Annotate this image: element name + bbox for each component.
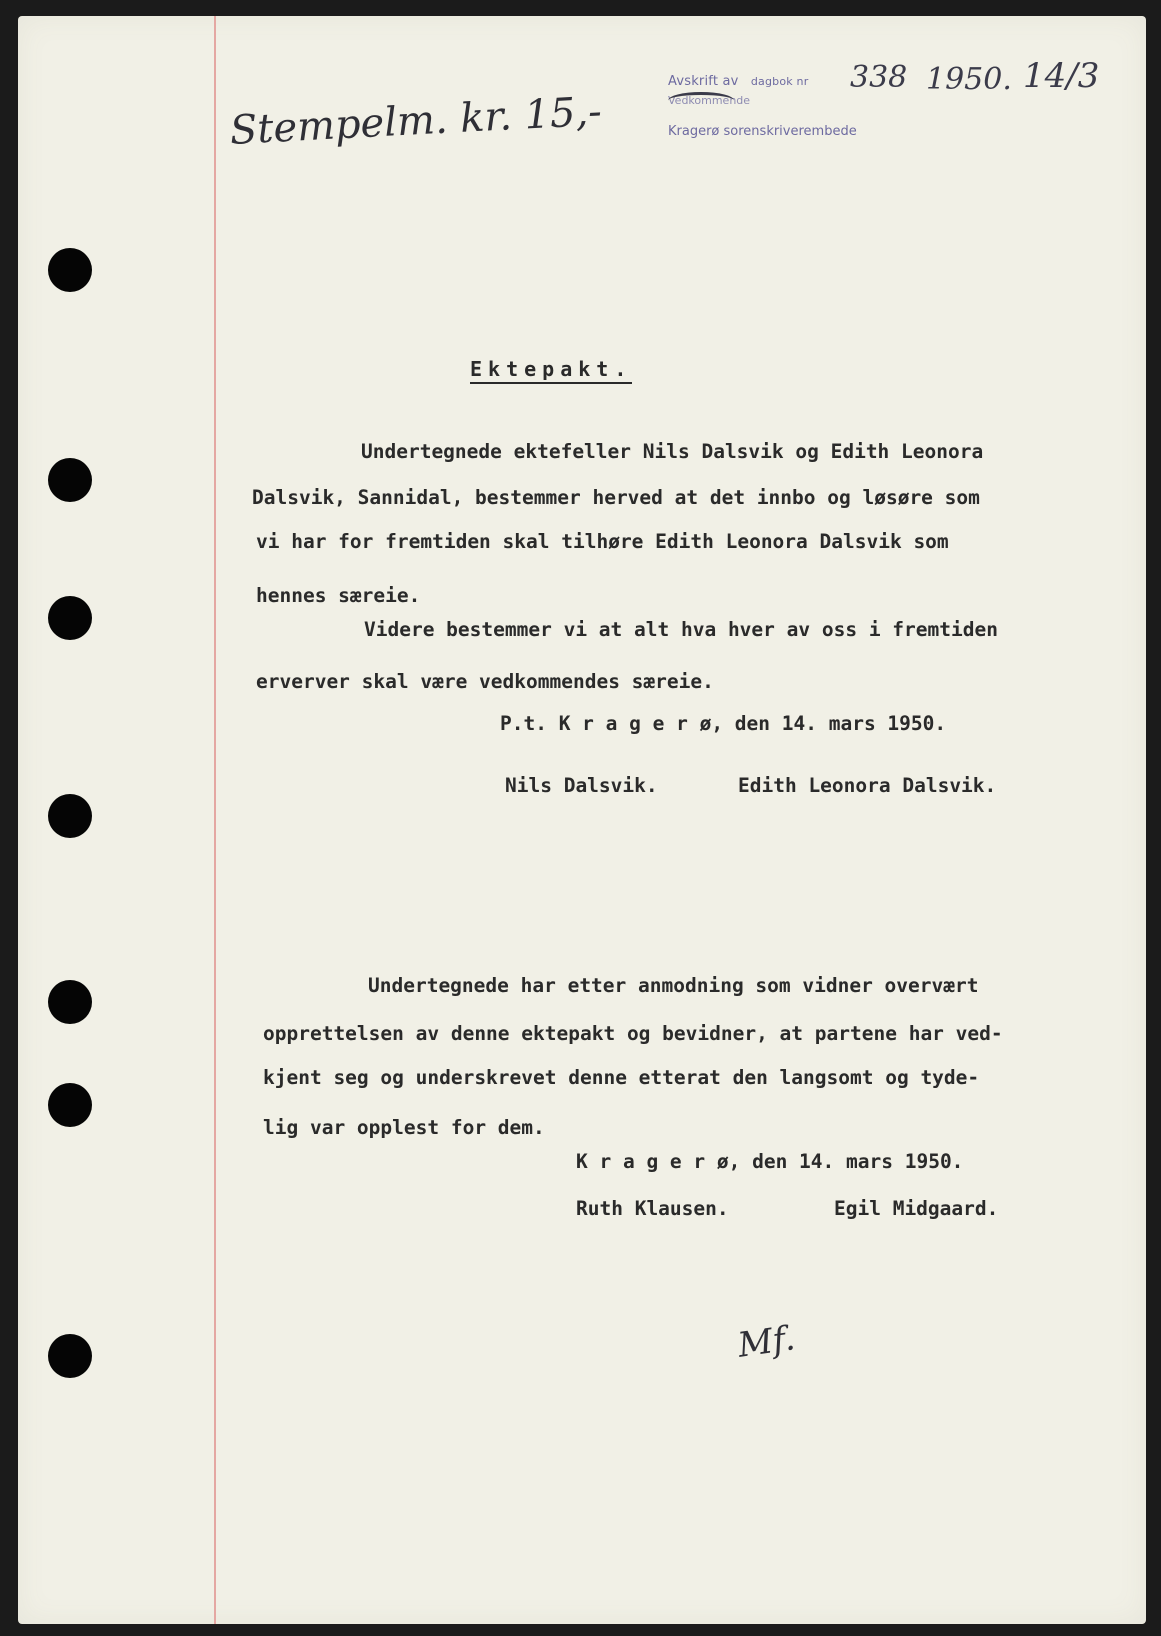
registry-stamp: [668, 56, 1100, 150]
document-page: [18, 16, 1146, 1624]
text-line: vi har for fremtiden skal tilhøre Edith Leonora Dalsvik som: [256, 530, 949, 553]
punch-hole: [48, 980, 92, 1024]
text-line: Undertegnede ektefeller Nils Dalsvik og Edith Leonora: [361, 440, 984, 463]
punch-hole: [48, 596, 92, 640]
signature-name: Egil Midgaard.: [834, 1197, 999, 1220]
stamp-year: 1950.: [926, 62, 1012, 97]
stamp-fee-note: Stempelm. kr. 15,-: [228, 88, 603, 154]
signature-name: Ruth Klausen.: [576, 1197, 729, 1220]
text-line: Dalsvik, Sannidal, bestemmer herved at det innbo og løsøre som: [252, 486, 980, 509]
stamp-label: Avskrift av: [668, 74, 739, 89]
stamp-journal-number: 338: [850, 60, 908, 95]
place-date: P.t. K r a g e r ø, den 14. mars 1950.: [500, 712, 947, 735]
clerk-initials: Mf.: [735, 1318, 798, 1366]
document-title: Ektepakt.: [470, 357, 632, 384]
punch-hole: [48, 248, 92, 292]
stamp-signature-mark: [668, 92, 734, 109]
signature-name: Edith Leonora Dalsvik.: [738, 774, 997, 797]
punch-hole: [48, 1083, 92, 1127]
text-line: Videre bestemmer vi at alt hva hver av oss i fremtiden: [364, 618, 998, 641]
text-line: lig var opplest for dem.: [263, 1116, 545, 1139]
text-line: erverver skal være vedkommendes særeie.: [256, 670, 714, 693]
text-line: Undertegnede har etter anmodning som vidner overvært: [368, 974, 979, 997]
signature-name: Nils Dalsvik.: [505, 774, 658, 797]
margin-rule: [214, 16, 216, 1624]
stamp-label-vedkommende: Vedkommende: [668, 94, 751, 107]
text-line: hennes særeie.: [256, 584, 421, 607]
text-line: kjent seg og underskrevet denne etterat den langsomt og tyde-: [263, 1066, 980, 1089]
stamp-date: 14/3: [1023, 56, 1100, 96]
punch-hole: [48, 794, 92, 838]
stamp-label-dagbok: dagbok nr: [750, 75, 809, 88]
stamp-office: Kragerø sorenskriverembede: [668, 124, 857, 139]
text-line: opprettelsen av denne ektepakt og bevidner, at partene har ved-: [263, 1022, 1003, 1045]
punch-hole: [48, 1334, 92, 1378]
place-date: K r a g e r ø, den 14. mars 1950.: [576, 1150, 964, 1173]
punch-hole: [48, 458, 92, 502]
